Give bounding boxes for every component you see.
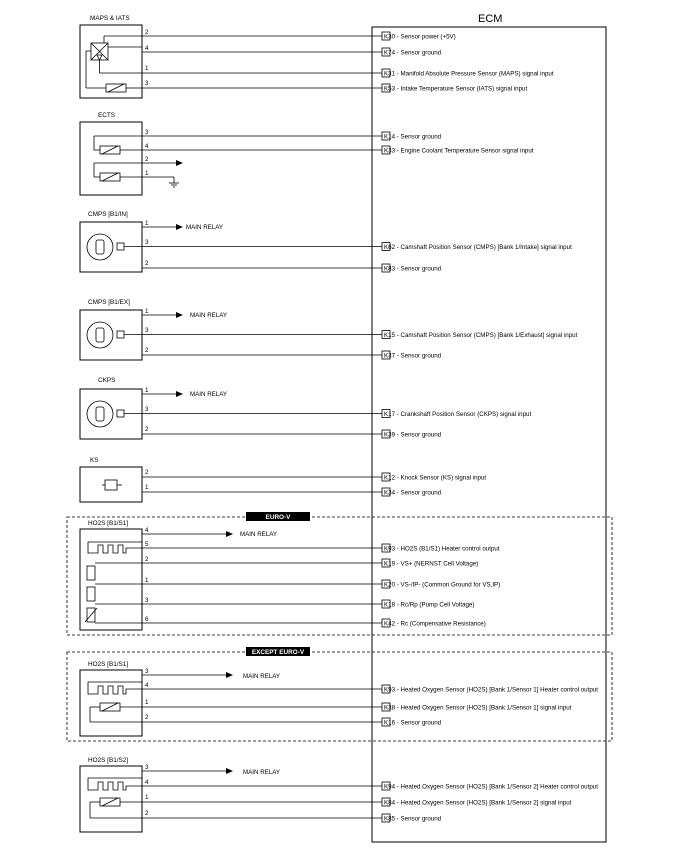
terminal-label: K34 - Sensor ground <box>384 489 442 497</box>
svg-text:2: 2 <box>145 714 149 721</box>
ground-icon <box>169 183 179 187</box>
ecm-title: ECM <box>478 13 503 25</box>
sensor-box <box>80 766 142 832</box>
svg-text:1: 1 <box>145 220 149 227</box>
euro-v-label: EURO-V <box>265 514 291 521</box>
svg-text:3: 3 <box>145 327 149 334</box>
svg-text:5: 5 <box>145 541 149 548</box>
relay-label: MAIN RELAY <box>186 224 224 231</box>
svg-text:1: 1 <box>145 387 149 394</box>
relay-label: MAIN RELAY <box>190 312 228 319</box>
svg-text:1: 1 <box>145 484 149 491</box>
terminal-label: K12 - Knock Sensor (KS) signal input <box>384 474 487 482</box>
svg-text:2: 2 <box>145 426 149 433</box>
svg-text:6: 6 <box>145 616 149 623</box>
sensor-box <box>80 389 142 439</box>
svg-text:1: 1 <box>145 794 149 801</box>
svg-text:2: 2 <box>145 347 149 354</box>
sensor-box <box>80 310 142 360</box>
arrow-right-icon <box>176 391 183 397</box>
svg-text:4: 4 <box>145 779 149 786</box>
svg-text:2: 2 <box>145 260 149 267</box>
svg-text:2: 2 <box>145 810 149 817</box>
terminal-label: K53 - Intake Temperature Sensor (IATS) signal input <box>384 85 528 93</box>
sensor-name: HO2S [B1/S1] <box>88 661 129 668</box>
terminal-label: K38 - Heated Oxygen Sensor (HO2S) [Bank 1/Sensor 1] signal input <box>384 704 572 712</box>
terminal-label: K37 - Sensor ground <box>384 352 442 360</box>
svg-text:3: 3 <box>145 597 149 604</box>
sensor-box <box>80 222 142 272</box>
arrow-right-icon <box>226 531 233 537</box>
sensor-name: HO2S [B1/S1] <box>88 520 129 527</box>
svg-text:2: 2 <box>145 29 149 36</box>
terminal-label: K83 - Sensor ground <box>384 265 442 273</box>
terminal-label: K39 - Sensor ground <box>384 431 442 439</box>
terminal-label: K30 - Sensor power (+5V) <box>384 33 456 41</box>
svg-text:2: 2 <box>145 556 149 563</box>
arrow-right-icon <box>226 768 233 774</box>
relay-label: MAIN RELAY <box>240 531 278 538</box>
terminal-label: K19 - VS+ (NERNST Cell Voltage) <box>384 560 479 568</box>
svg-text:4: 4 <box>145 143 149 150</box>
svg-text:4: 4 <box>145 45 149 52</box>
svg-text:3: 3 <box>145 80 149 87</box>
arrow-right-icon <box>226 672 233 678</box>
terminal-label: K15 - Camshaft Position Sensor (CMPS) [Bank 1/Exhaust] signal input <box>384 332 578 339</box>
svg-text:4: 4 <box>145 682 149 689</box>
svg-text:3: 3 <box>145 129 149 136</box>
sensor-name: MAPS & IATS <box>90 15 130 22</box>
terminal-label: K42 - Rc (Compensative Resistance) <box>384 620 486 628</box>
relay-label: MAIN RELAY <box>243 769 281 776</box>
svg-text:1: 1 <box>145 65 149 72</box>
svg-text:2: 2 <box>145 156 149 163</box>
relay-label: MAIN RELAY <box>190 391 228 398</box>
sensor-box <box>80 529 142 630</box>
svg-text:3: 3 <box>145 764 149 771</box>
arrow-right-icon <box>176 160 183 166</box>
svg-text:2: 2 <box>145 469 149 476</box>
svg-text:1: 1 <box>145 308 149 315</box>
terminal-label: K74 - Sensor ground <box>384 49 442 57</box>
terminal-label: K20 - VS-/IP- (Common Ground for VS,IP) <box>384 581 501 589</box>
arrow-right-icon <box>176 312 183 318</box>
arrow-right-icon <box>176 224 183 230</box>
sensor-name: CMPS [B1/EX] <box>88 299 130 306</box>
terminal-label: K18 - Rc/Rp (Pump Cell Voltage) <box>384 601 475 609</box>
terminal-label: K85 - Sensor ground <box>384 815 442 823</box>
svg-text:3: 3 <box>145 406 149 413</box>
terminal-label: K31 - Manifold Absolute Pressure Sensor (MAPS) signal input <box>384 70 554 78</box>
sensor-name: ECTS <box>98 112 116 119</box>
relay-label: MAIN RELAY <box>243 673 281 680</box>
svg-text:3: 3 <box>145 239 149 246</box>
terminal-label: K93 - HO2S (B1/S1) Heater control output <box>384 545 500 553</box>
sensor-name: HO2S [B1/S2] <box>88 757 129 764</box>
svg-text:1: 1 <box>145 577 149 584</box>
terminal-label: K33 - Engine Coolant Temperature Sensor signal input <box>384 147 534 155</box>
terminal-label: K94 - Heated Oxygen Sensor (HO2S) [Bank 1/Sensor 2] Heater control output <box>384 783 598 791</box>
svg-text:1: 1 <box>145 699 149 706</box>
sensor-box <box>80 122 142 195</box>
terminal-label: K16 - Sensor ground <box>384 719 442 727</box>
terminal-label: K17 - Crankshaft Position Sensor (CKPS) signal input <box>384 411 532 418</box>
svg-text:1: 1 <box>145 170 149 177</box>
except-euro-v-label: EXCEPT EURO-V <box>251 649 305 656</box>
svg-text:4: 4 <box>145 527 149 534</box>
sensor-name: CKPS <box>98 377 116 384</box>
terminal-label: K14 - Sensor ground <box>384 133 442 141</box>
svg-text:3: 3 <box>145 668 149 675</box>
sensor-name: CMPS [B1/IN] <box>88 211 128 218</box>
terminal-label: K93 - Heated Oxygen Sensor (HO2S) [Bank 1/Sensor 1] Heater control output <box>384 686 598 694</box>
terminal-label: K84 - Heated Oxygen Sensor (HO2S) [Bank 1/Sensor 2] signal input <box>384 799 572 807</box>
sensor-name: KS <box>90 457 99 464</box>
sensor-box <box>80 467 142 502</box>
terminal-label: K62 - Camshaft Position Sensor (CMPS) [Bank 1/Intake] signal input <box>384 244 572 251</box>
